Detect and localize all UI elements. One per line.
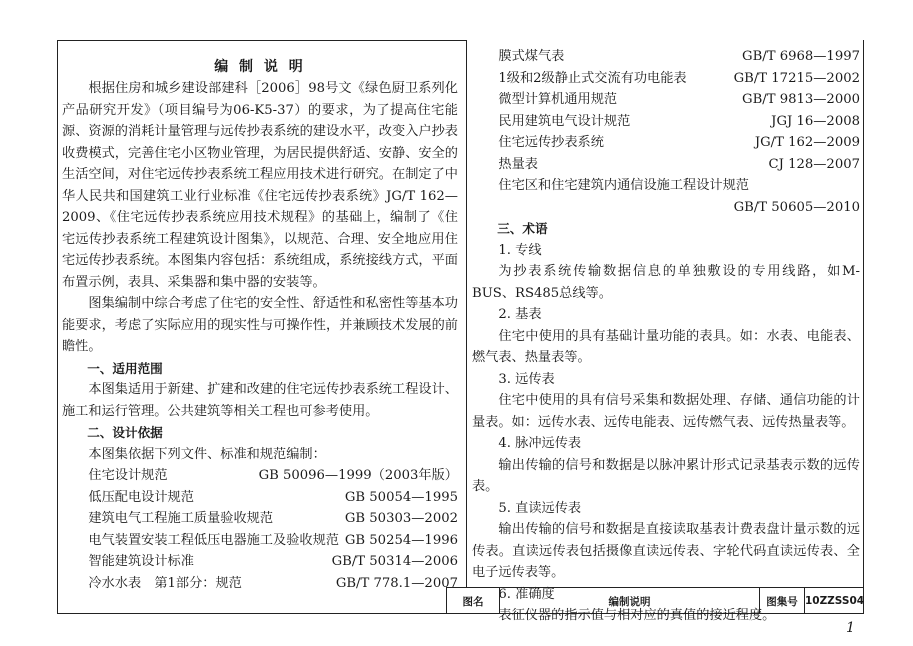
standard-row <box>472 111 860 133</box>
standard-name: 住宅远传抄表系统 <box>498 135 604 150</box>
standard-row <box>62 465 458 487</box>
page-title: 编 制 说 明 <box>214 59 306 75</box>
intro-paragraph-2: 图集编制中综合考虑了住宅的安全性、舒适性和私密性等基本功能要求，考虑了实际应用的现实性与可操作性，并兼顾技术发展的前瞻性。 <box>62 296 458 354</box>
standard-code: GB 50254—1996 <box>344 532 458 548</box>
section-heading-scope: 一、适用范围 <box>87 360 163 376</box>
standard-name: 低压配电设计规范 <box>88 489 194 505</box>
standard-row <box>62 508 458 530</box>
term-label: 1. 专线 <box>498 242 542 258</box>
column-divider <box>466 40 467 587</box>
standard-name: 智能建筑设计标准 <box>88 554 194 569</box>
title-block-number-label: 图集号 <box>759 588 804 614</box>
standard-row <box>472 46 860 68</box>
term-label: 3. 远传表 <box>498 371 555 387</box>
standard-row <box>472 132 860 154</box>
standard-row <box>62 551 458 573</box>
title-block <box>446 587 864 614</box>
standard-code: GB/T 9813—2000 <box>742 92 860 107</box>
term-text: 住宅中使用的具有信号采集和数据处理、存储、通信功能的计量表。如：远传水表、远传电能表、远传燃气表、远传热量表等。 <box>472 393 860 430</box>
page-number: 1 <box>846 620 855 636</box>
term-label: 5. 直读远传表 <box>498 500 582 516</box>
scope-text: 本图集适用于新建、扩建和改建的住宅远传抄表系统工程设计、施工和运行管理。公共建筑等相关工程也可参考使用。 <box>62 382 458 419</box>
standard-row <box>62 573 458 595</box>
title-block-name: 编制说明 <box>499 588 759 614</box>
section-heading-basis: 二、设计依据 <box>87 425 163 440</box>
standard-code: GB/T 778.1—2007 <box>335 575 458 591</box>
standard-code: GB/T 50314—2006 <box>331 554 458 569</box>
standard-row <box>472 154 860 176</box>
standard-code: GB 50303—2002 <box>344 511 458 526</box>
term-text: 输出传输的信号和数据是以脉冲累计形式记录基表示数的远传表。 <box>472 457 860 494</box>
term-label: 6. 准确度 <box>498 586 555 602</box>
intro-paragraph-1: 根据住房和城乡建设部建科［2006］98号文《绿色厨卫系列化产品研究开发》（项目编号为06-K5-37）的要求，为了提高住宅能源、资源的消耗计量管理与远传抄表系统的建设水平，改变入户抄表收费模式，完善住宅小区物业管理，为居民提供舒适、安静、安全的生活空间，对住宅远传抄表系统工程应用技术进行研究。在制定了中华人民共和国建筑工业行业标准《住宅远传抄表系统》JG/T 162—2009、《住宅远传抄表系统应用技术规程》的基础上，编制了《住宅远传抄表系统工程建筑设计图集》，以规范、合理、安全地应用住宅远传抄表系统。本图集内容包括：系统组成，系统接线方式，平面布置示例，表具、采集器和集中器的安装等。 <box>62 81 458 290</box>
standard-code: CJ 128—2007 <box>768 156 860 172</box>
standard-code: GB/T 6968—1997 <box>742 49 860 64</box>
standard-name: 1级和2级静止式交流有功电能表 <box>498 70 687 86</box>
term-text: 表征仪器的指示值与相对应的真值的接近程度。 <box>498 608 776 623</box>
section-heading-terms: 三、术语 <box>497 221 548 236</box>
standard-row <box>472 89 860 111</box>
standard-name: 热量表 <box>498 156 538 172</box>
basis-text: 本图集依据下列文件、标准和规范编制： <box>88 446 326 462</box>
standard-code: GB 50054—1995 <box>344 489 458 505</box>
standard-row <box>472 68 860 90</box>
standard-name: 民用建筑电气设计规范 <box>498 113 631 129</box>
title-block-name-label: 图名 <box>446 588 499 614</box>
term-text: 输出传输的信号和数据是直接读取基表计费表盘计量示数的远传表。直读远传表包括摄像直读远传表、字轮代码直读远传表、全电子远传表等。 <box>472 522 860 580</box>
standard-name: 微型计算机通用规范 <box>498 92 618 107</box>
term-text: 住宅中使用的具有基础计量功能的表具。如：水表、电能表、燃气表、热量表等。 <box>472 328 860 365</box>
standard-name: 住宅区和住宅建筑内通信设施工程设计规范 <box>498 178 749 193</box>
term-text: 为抄表系统传输数据信息的单独敷设的专用线路，如M-BUS、RS485总线等。 <box>472 264 860 301</box>
standard-name: 膜式煤气表 <box>498 49 565 64</box>
term-label: 4. 脉冲远传表 <box>498 436 582 451</box>
standard-code: GB/T 50605—2010 <box>733 199 860 215</box>
standard-name: 电气装置安装工程低压电器施工及验收规范 <box>88 532 339 548</box>
standard-name: 冷水水表 第1部分：规范 <box>88 575 242 591</box>
left-column <box>62 44 458 594</box>
term-label: 2. 基表 <box>498 307 542 322</box>
standard-code: JGJ 16—2008 <box>771 113 860 129</box>
right-column <box>472 46 860 627</box>
standard-row <box>62 487 458 509</box>
standard-code: GB 50096—1999（2003年版） <box>258 468 458 483</box>
standard-name: 住宅设计规范 <box>88 468 168 483</box>
standard-name: 建筑电气工程施工质量验收规范 <box>88 511 274 526</box>
standard-code: JG/T 162—2009 <box>754 135 860 150</box>
title-block-number: 10ZZSS04 <box>804 588 864 614</box>
standard-row <box>62 530 458 552</box>
standard-code: GB/T 17215—2002 <box>733 70 860 86</box>
